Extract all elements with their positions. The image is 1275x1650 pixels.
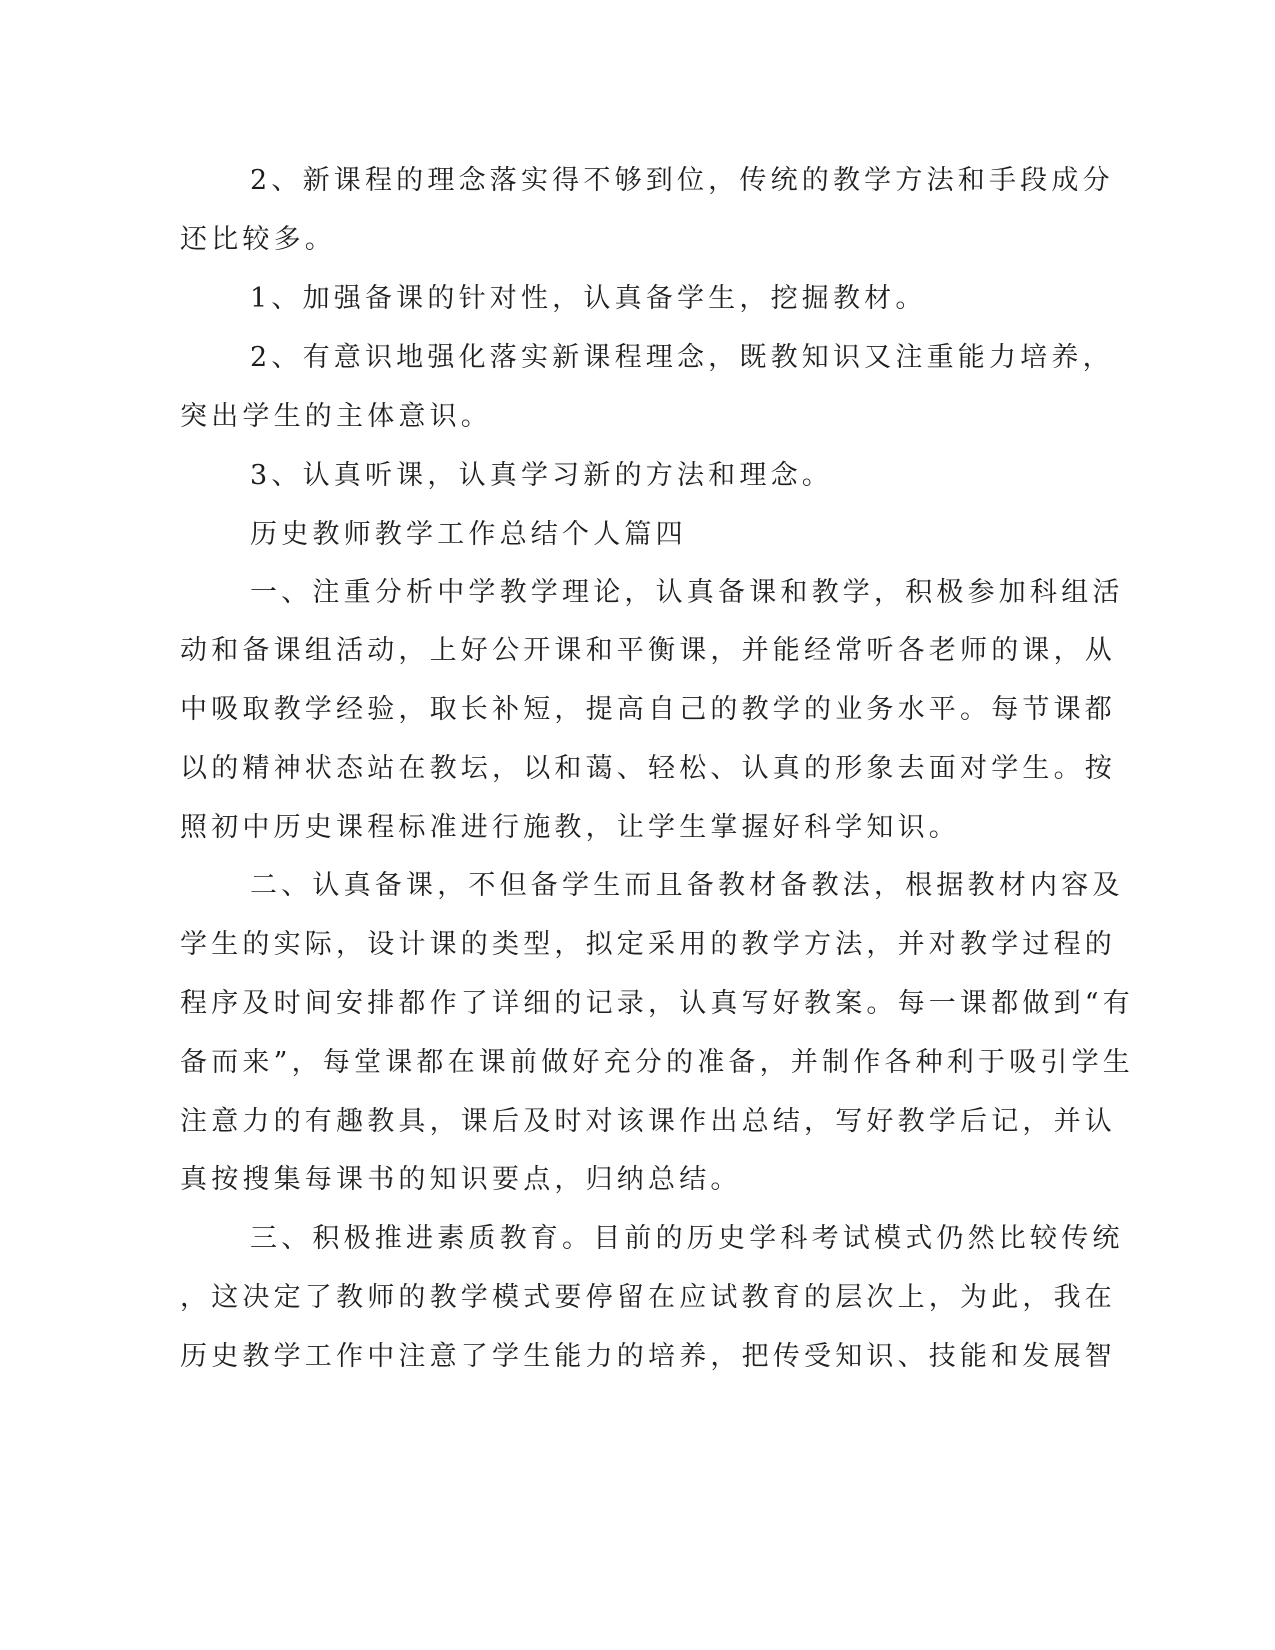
paragraph-line: 三、积极推进素质教育。目前的历史学科考试模式仍然比较传统 [250,1223,1124,1254]
paragraph-line: 二、认真备课，不但备学生而且备教材备教法，根据教材内容及 [250,870,1124,901]
paragraph-line: 备而来”，每堂课都在课前做好充分的准备，并制作各种利于吸引学生 [180,1047,1135,1078]
paragraph-line: 2、有意识地强化落实新课程理念，既教知识又注重能力培养， [250,342,1114,373]
paragraph-line: 程序及时间安排都作了详细的记录，认真写好教案。每一课都做到“有 [180,988,1135,1019]
paragraph-line: 3、认真听课，认真学习新的方法和理念。 [250,460,833,491]
paragraph-line: 学生的实际，设计课的类型，拟定采用的教学方法，并对教学过程的 [180,929,1116,960]
section-heading: 历史教师教学工作总结个人篇四 [250,519,687,550]
paragraph-line: 一、注重分析中学教学理论，认真备课和教学，积极参加科组活 [250,577,1124,608]
paragraph-line: 还比较多。 [180,224,336,255]
paragraph-line: 中吸取教学经验，取长补短，提高自己的教学的业务水平。每节课都 [180,694,1116,725]
paragraph-line: 2、新课程的理念落实得不够到位，传统的教学方法和手段成分 [250,165,1114,196]
paragraph-line: 以的精神状态站在教坛，以和蔼、轻松、认真的形象去面对学生。按 [180,753,1116,784]
paragraph-line: 动和备课组活动，上好公开课和平衡课，并能经常听各老师的课，从 [180,635,1116,666]
paragraph-line: ，这决定了教师的教学模式要停留在应试教育的层次上，为此，我在 [180,1282,1116,1313]
paragraph-line: 真按搜集每课书的知识要点，归纳总结。 [180,1164,742,1195]
paragraph-line: 注意力的有趣教具，课后及时对该课作出总结，写好教学后记，并认 [180,1106,1116,1137]
paragraph-line: 照初中历史课程标准进行施教，让学生掌握好科学知识。 [180,812,960,843]
paragraph-line: 历史教学工作中注意了学生能力的培养，把传受知识、技能和发展智 [180,1341,1116,1372]
paragraph-line: 突出学生的主体意识。 [180,401,492,432]
paragraph-line: 1、加强备课的针对性，认真备学生，挖掘教材。 [250,283,927,314]
